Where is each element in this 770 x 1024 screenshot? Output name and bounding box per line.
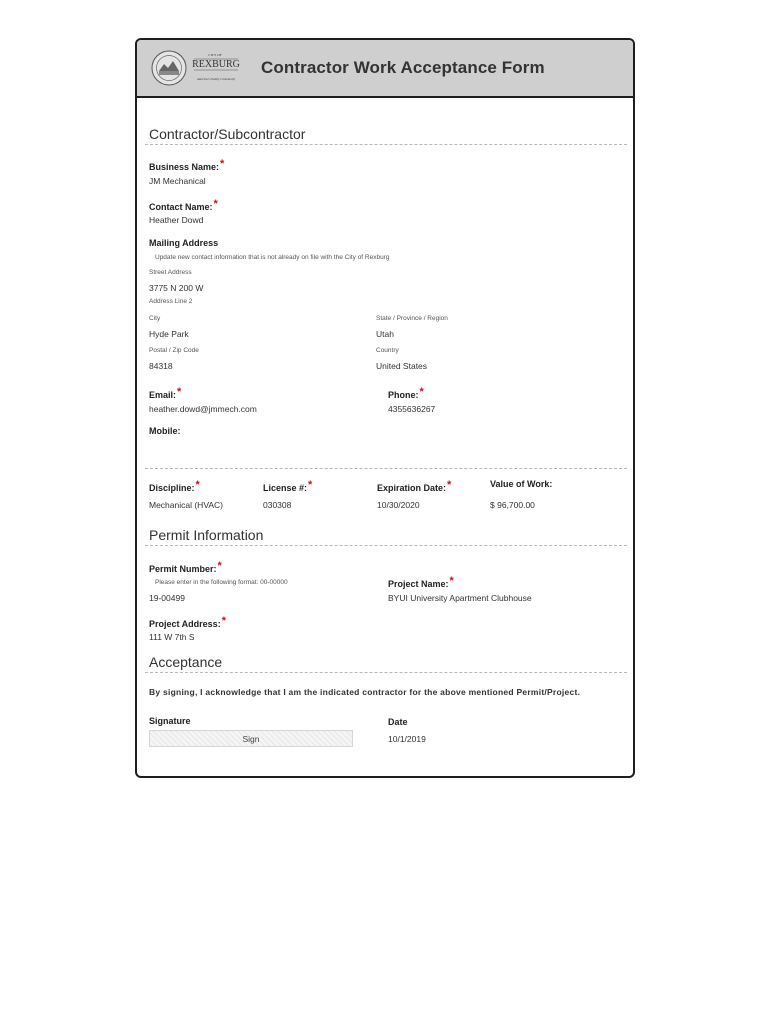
- business-name-label: Business Name:*: [149, 158, 225, 172]
- state-label: State / Province / Region: [376, 315, 448, 322]
- signature-label: Signature: [149, 716, 191, 726]
- postal-code-value: 84318: [149, 361, 173, 371]
- address-line2-label: Address Line 2: [149, 298, 193, 305]
- required-marker: *: [447, 479, 452, 491]
- expiration-date-value: 10/30/2020: [377, 500, 420, 510]
- section-title-acceptance: Acceptance: [149, 654, 223, 670]
- section-divider: [145, 468, 627, 469]
- city-of-rexburg-logo: [150, 49, 248, 87]
- email-value: heather.dowd@jmmech.com: [149, 404, 257, 414]
- business-name-value: JM Mechanical: [149, 176, 206, 186]
- acceptance-statement: By signing, I acknowledge that I am the indicated contractor for the above mentioned Permit/Project.: [149, 687, 581, 697]
- country-label: Country: [376, 347, 399, 354]
- permit-number-label: Permit Number:*: [149, 560, 222, 574]
- section-divider: [145, 672, 627, 673]
- form-header: [137, 40, 633, 98]
- state-value: Utah: [376, 329, 394, 339]
- logo-tagline-text: America's Family Community: [196, 77, 236, 81]
- mailing-address-label: Mailing Address: [149, 238, 219, 248]
- contractor-work-acceptance-form: [135, 38, 635, 778]
- project-address-label: Project Address:*: [149, 615, 226, 629]
- sign-button[interactable]: Sign: [149, 730, 353, 747]
- license-value: 030308: [263, 500, 292, 510]
- logo-top-text: CITY OF: [208, 53, 222, 57]
- required-marker: *: [177, 386, 182, 398]
- permit-number-value: 19-00499: [149, 593, 185, 603]
- phone-value: 4355636267: [388, 404, 436, 414]
- date-value: 10/1/2019: [388, 734, 426, 744]
- section-title-contractor: Contractor/Subcontractor: [149, 126, 306, 142]
- required-marker: *: [220, 158, 225, 170]
- license-label: License #:*: [263, 479, 313, 493]
- required-marker: *: [217, 560, 222, 572]
- discipline-label: Discipline:*: [149, 479, 200, 493]
- required-marker: *: [308, 479, 313, 491]
- required-marker: *: [449, 575, 454, 587]
- value-of-work-value: $ 96,700.00: [490, 500, 535, 510]
- section-divider: [145, 144, 627, 145]
- date-label: Date: [388, 717, 408, 727]
- city-value: Hyde Park: [149, 329, 189, 339]
- contact-name-label: Contact Name:*: [149, 198, 218, 212]
- email-label: Email:*: [149, 386, 182, 400]
- discipline-value: Mechanical (HVAC): [149, 500, 224, 510]
- contact-name-value: Heather Dowd: [149, 215, 204, 225]
- mailing-address-note: Update new contact information that is not already on file with the City of Rexburg: [155, 254, 390, 261]
- street-address-value: 3775 N 200 W: [149, 283, 204, 293]
- required-marker: *: [419, 386, 424, 398]
- phone-label: Phone:*: [388, 386, 424, 400]
- city-label: City: [149, 315, 161, 322]
- required-marker: *: [195, 479, 200, 491]
- postal-code-label: Postal / Zip Code: [149, 347, 199, 354]
- project-name-value: BYUI University Apartment Clubhouse: [388, 593, 532, 603]
- required-marker: *: [213, 198, 218, 210]
- form-title: Contractor Work Acceptance Form: [261, 58, 545, 77]
- project-name-label: Project Name:*: [388, 575, 454, 589]
- required-marker: *: [221, 615, 226, 627]
- country-value: United States: [376, 361, 428, 371]
- permit-number-format-note: Please enter in the following format: 00-00000: [155, 579, 288, 586]
- expiration-date-label: Expiration Date:*: [377, 479, 452, 493]
- project-address-value: 111 W 7th S: [149, 632, 195, 642]
- mobile-label: Mobile:: [149, 426, 181, 436]
- street-address-label: Street Address: [149, 269, 192, 276]
- logo-main-text: REXBURG: [192, 59, 240, 70]
- value-of-work-label: Value of Work:: [490, 479, 553, 489]
- section-divider: [145, 545, 627, 546]
- section-title-permit: Permit Information: [149, 527, 264, 543]
